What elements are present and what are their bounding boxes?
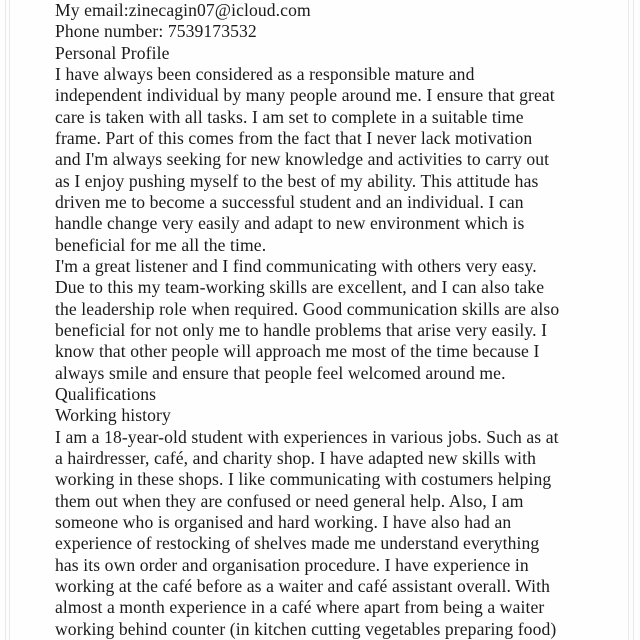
document-line: know that other people will approach me most of the time because I xyxy=(55,341,540,362)
document-line: handle change very easily and adapt to new environment which is xyxy=(55,213,525,234)
page-edge-left-line xyxy=(5,0,6,640)
document-line: driven me to become a successful student and an individual. I can xyxy=(55,191,524,212)
page-edge-left-line-inner xyxy=(9,0,10,640)
document-line: has its own order and organisation procedure. I have experience in xyxy=(55,554,529,575)
document-line: the leadership role when required. Good communication skills are also xyxy=(55,298,560,319)
section-heading-working-history: Working history xyxy=(55,405,171,426)
cv-text-block xyxy=(55,0,630,640)
document-line: always smile and ensure that people feel welcomed around me. xyxy=(55,362,506,383)
phone-line: Phone number: 7539173532 xyxy=(55,21,257,42)
document-line: Due to this my team-working skills are excellent, and I can also take xyxy=(55,277,545,298)
email-line: My email:zinecagin07@icloud.com xyxy=(55,0,311,20)
document-line: care is taken with all tasks. I am set to complete in a suitable time xyxy=(55,106,524,127)
document-line: I am a 18-year-old student with experiences in various jobs. Such as at xyxy=(55,426,559,447)
document-line: I'm a great listener and I find communicating with others very easy. xyxy=(55,255,537,276)
page-edge-right-line xyxy=(633,0,634,640)
document-line: working behind counter (in kitchen cutting vegetables preparing food) xyxy=(55,618,557,639)
section-heading-qualifications: Qualifications xyxy=(55,383,157,404)
document-line: almost a month experience in a café where apart from being a waiter xyxy=(55,597,545,618)
document-line: as I enjoy pushing myself to the best of my ability. This attitude has xyxy=(55,170,539,191)
section-heading-personal-profile: Personal Profile xyxy=(55,42,170,63)
document-line: someone who is organised and hard working. I have also had an xyxy=(55,511,512,532)
document-line: working in these shops. I like communicating with costumers helping xyxy=(55,469,552,490)
document-line: them out when they are confused or need general help. Also, I am xyxy=(55,490,524,511)
document-line: a hairdresser, café, and charity shop. I have adapted new skills with xyxy=(55,447,537,468)
document-line: independent individual by many people around me. I ensure that great xyxy=(55,85,555,106)
document-line: frame. Part of this comes from the fact that I never lack motivation xyxy=(55,127,533,148)
document-line: beneficial for me all the time. xyxy=(55,234,267,255)
document-line: experience of restocking of shelves made me understand everything xyxy=(55,533,540,554)
document-line: beneficial for not only me to handle problems that arise very easily. I xyxy=(55,319,548,340)
document-line: I have always been considered as a responsible mature and xyxy=(55,63,475,84)
document-line: working at the café before as a waiter and café assistant overall. With xyxy=(55,575,551,596)
document-line: and I'm always seeking for new knowledge and activities to carry out xyxy=(55,149,550,170)
